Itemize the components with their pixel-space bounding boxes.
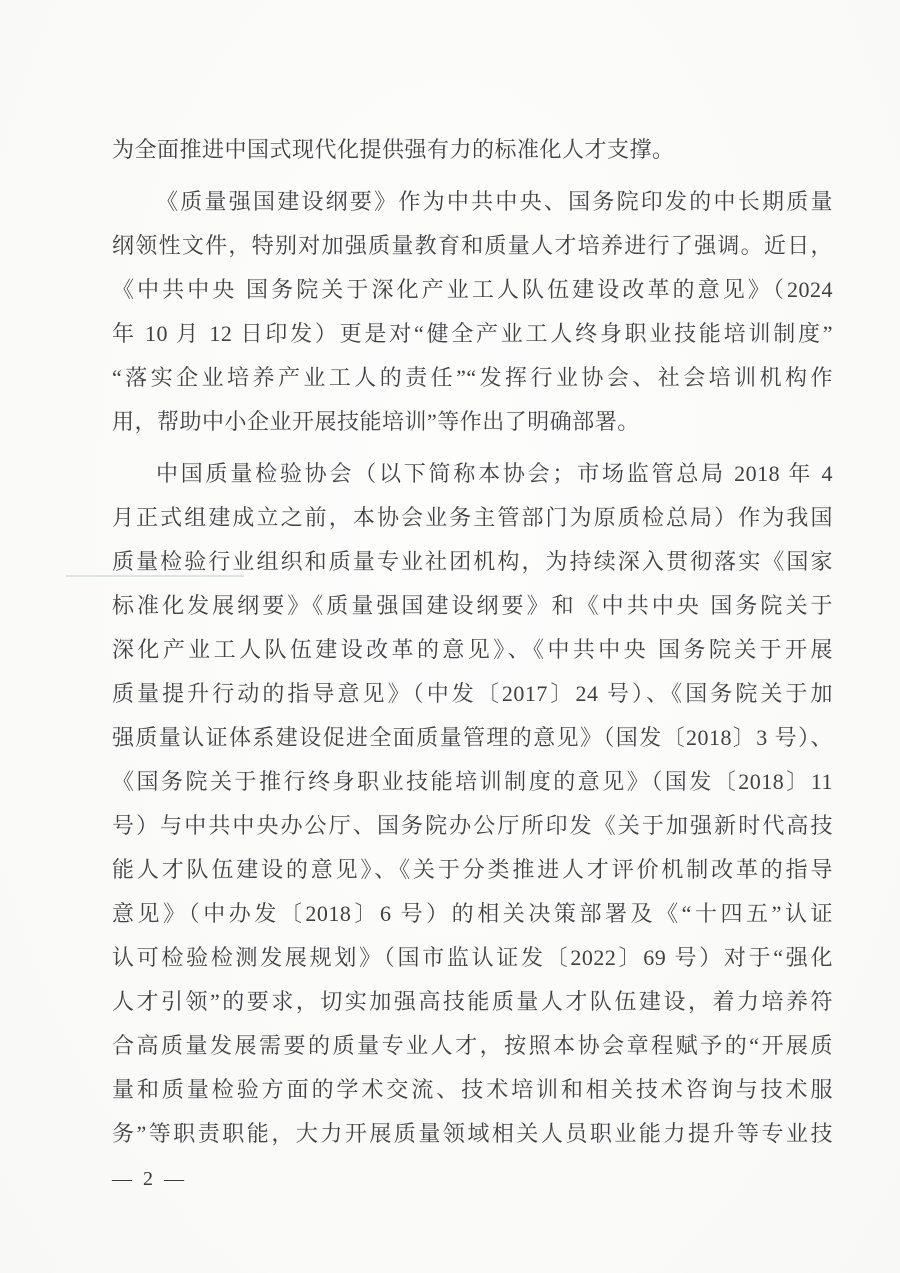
text-line: 量和质量检验方面的学术交流、技术培训和相关技术咨询与技术服 xyxy=(112,1077,833,1102)
scan-artifact-line xyxy=(66,575,244,577)
document-body-text xyxy=(112,128,833,1156)
text-line: 《国务院关于推行终身职业技能培训制度的意见》（国发〔2018〕11 xyxy=(112,769,833,794)
text-line: 《质量强国建设纲要》作为中共中央、国务院印发的中长期质量 xyxy=(156,189,833,214)
text-line: 认可检验检测发展规划》（国市监认证发〔2022〕69 号）对于“强化 xyxy=(112,945,833,970)
text-line: 《中共中央 国务院关于深化产业工人队伍建设改革的意见》（2024 xyxy=(112,277,833,302)
text-line: 用，帮助中小企业开展技能培训”等作出了明确部署。 xyxy=(112,409,640,434)
paragraph xyxy=(112,128,833,172)
text-line: 合高质量发展需要的质量专业人才，按照本协会章程赋予的“开展质 xyxy=(112,1033,833,1058)
text-line: 月正式组建成立之前，本协会业务主管部门为原质检总局）作为我国 xyxy=(112,505,833,530)
page-number: — 2 — xyxy=(112,1168,187,1190)
text-line: 年 10 月 12 日印发）更是对“健全产业工人终身职业技能培训制度” xyxy=(112,321,833,346)
paragraph xyxy=(112,452,833,1156)
text-line: 人才引领”的要求，切实加强高技能质量人才队伍建设，着力培养符 xyxy=(112,989,833,1014)
text-line: 强质量认证体系建设促进全面质量管理的意见》（国发〔2018〕3 号）、 xyxy=(112,725,833,750)
text-line: 号）与中共中央办公厅、国务院办公厅所印发《关于加强新时代高技 xyxy=(112,813,833,838)
text-line: 标准化发展纲要》《质量强国建设纲要》和《中共中央 国务院关于 xyxy=(112,593,833,618)
text-line: “落实企业培养产业工人的责任”“发挥行业协会、社会培训机构作 xyxy=(112,365,833,390)
text-line: 能人才队伍建设的意见》、《关于分类推进人才评价机制改革的指导 xyxy=(112,857,833,882)
text-line: 中国质量检验协会（以下简称本协会；市场监管总局 2018 年 4 xyxy=(156,461,833,486)
text-line: 质量提升行动的指导意见》（中发〔2017〕24 号）、《国务院关于加 xyxy=(112,681,833,706)
paragraph xyxy=(112,180,833,444)
text-line: 深化产业工人队伍建设改革的意见》、《中共中央 国务院关于开展 xyxy=(112,637,833,662)
text-line: 纲领性文件，特别对加强质量教育和质量人才培养进行了强调。近日， xyxy=(112,233,833,258)
text-line: 意见》（中办发〔2018〕6 号）的相关决策部署及《“十四五”认证 xyxy=(112,901,833,926)
text-line: 务”等职责职能，大力开展质量领域相关人员职业能力提升等专业技 xyxy=(112,1121,833,1146)
text-line: 为全面推进中国式现代化提供强有力的标准化人才支撑。 xyxy=(112,137,675,162)
text-line: 质量检验行业组织和质量专业社团机构，为持续深入贯彻落实《国家 xyxy=(112,549,833,574)
